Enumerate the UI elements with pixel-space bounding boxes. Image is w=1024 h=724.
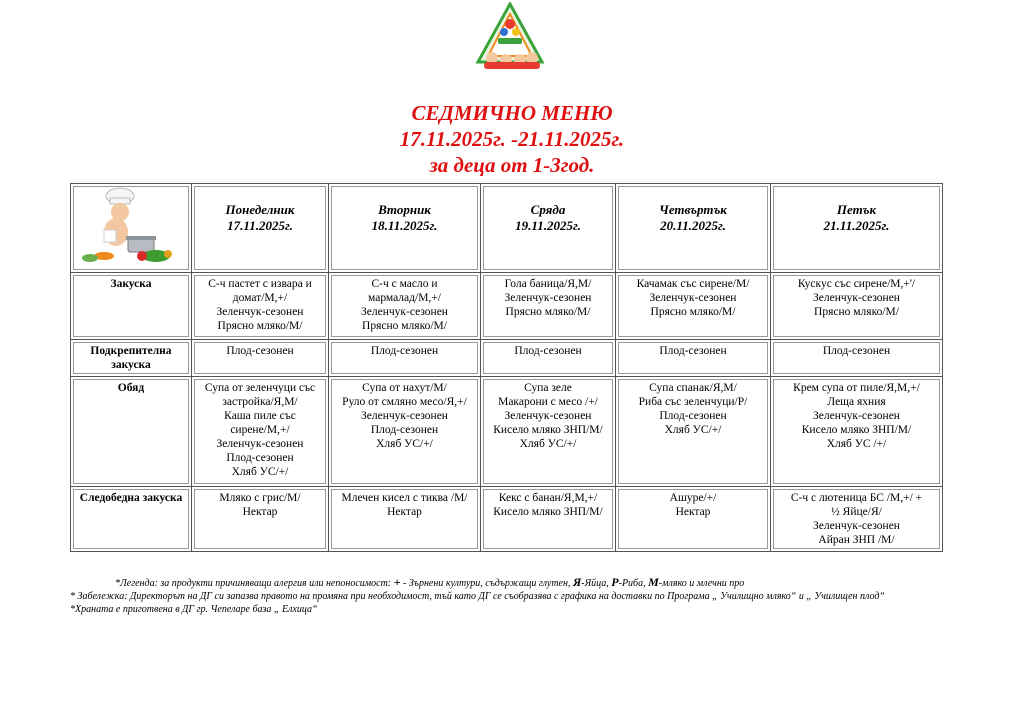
- menu-dates: 17.11.2025г. -21.11.2025г.: [399, 127, 625, 151]
- kindergarten-logo: [474, 2, 546, 70]
- meal-cell: Супа спанак/Я,М/ Риба със зеленчуци/Р/ Плод-сезонен Хляб УС/+/: [616, 377, 771, 487]
- director-note: * Забележка: Директорът на ДГ си запазва правото на промяна при необходимост, тъй като ДГ се съобразява с графика на доставки по Програма „ Училищно мляко“ и „ Училищен плод“: [70, 591, 885, 602]
- baby-chef-illustration: [76, 186, 186, 266]
- day-header-friday: Петък 21.11.2025г.: [771, 184, 943, 273]
- meal-label: Подкрепителна закуска: [71, 340, 192, 377]
- meal-label: Закуска: [71, 273, 192, 340]
- meal-label: Следобедна закуска: [71, 487, 192, 552]
- meal-row-lunch: [71, 377, 943, 487]
- meal-cell: Плод-сезонен: [616, 340, 771, 377]
- meal-cell: Кускус със сирене/М,+'/ Зеленчук-сезонен Прясно мляко/М/: [771, 273, 943, 340]
- meal-cell: Крем супа от пиле/Я,М,+/ Леща яхния Зеленчук-сезонен Кисело мляко ЗНП/М/ Хляб УС /+/: [771, 377, 943, 487]
- menu-table: [70, 183, 943, 552]
- meal-cell: Качамак със сирене/М/ Зеленчук-сезонен Прясно мляко/М/: [616, 273, 771, 340]
- meal-cell: Плод-сезонен: [192, 340, 329, 377]
- meal-cell: С-ч с масло и мармалад/М,+/ Зеленчук-сезонен Прясно мляко/М/: [329, 273, 481, 340]
- meal-label: Обяд: [71, 377, 192, 487]
- meal-cell: Плод-сезонен: [481, 340, 616, 377]
- day-header-wednesday: Сряда 19.11.2025г.: [481, 184, 616, 273]
- meal-row-snack: [71, 340, 943, 377]
- chef-illustration-cell: [71, 184, 192, 273]
- day-header-tuesday: Вторник 18.11.2025г.: [329, 184, 481, 273]
- meal-cell: Супа от зеленчуци със застройка/Я,М/ Каша пиле със сирене/М,+/ Зеленчук-сезонен Плод-сезонен Хляб УС/+/: [192, 377, 329, 487]
- day-header-thursday: Четвъртък 20.11.2025г.: [616, 184, 771, 273]
- meal-cell: Ашуре/+/ Нектар: [616, 487, 771, 552]
- meal-row-afternoon: [71, 487, 943, 552]
- meal-cell: Кекс с банан/Я,М,+/ Кисело мляко ЗНП/М/: [481, 487, 616, 552]
- meal-cell: С-ч с лютеница БС /М,+/ + ½ Яйце/Я/ Зеленчук-сезонен Айран ЗНП /М/: [771, 487, 943, 552]
- meal-cell: Гола баница/Я,М/ Зеленчук-сезонен Прясно мляко/М/: [481, 273, 616, 340]
- meal-cell: С-ч пастет с извара и домат/М,+/ Зеленчук-сезонен Прясно мляко/М/: [192, 273, 329, 340]
- meal-cell: Супа от нахут/М/ Руло от смляно месо/Я,+/ Зеленчук-сезонен Плод-сезонен Хляб УС/+/: [329, 377, 481, 487]
- allergen-legend: *Легенда: за продукти причиняващи алергия или непоносимост: + - Зърнени култури, съдържащи глутен, Я-Яйца, Р-Риба, М-мляко и млечни про: [115, 575, 745, 589]
- meal-row-breakfast: [71, 273, 943, 340]
- meal-cell: Плод-сезонен: [329, 340, 481, 377]
- footnotes: [70, 576, 1010, 616]
- meal-cell: Супа зеле Макарони с месо /+/ Зеленчук-сезонен Кисело мляко ЗНП/М/ Хляб УС/+/: [481, 377, 616, 487]
- day-header-monday: Понеделник 17.11.2025г.: [192, 184, 329, 273]
- meal-cell: Мляко с грис/М/ Нектар: [192, 487, 329, 552]
- kitchen-note: *Храната е приготвена в ДГ гр. Чепеларе база „ Елхица“: [70, 604, 318, 615]
- header-row: [71, 184, 943, 273]
- meal-cell: Плод-сезонен: [771, 340, 943, 377]
- menu-audience: за деца от 1-3год.: [429, 153, 595, 177]
- menu-title: СЕДМИЧНО МЕНЮ: [411, 101, 613, 125]
- meal-cell: Млечен кисел с тиква /М/ Нектар: [329, 487, 481, 552]
